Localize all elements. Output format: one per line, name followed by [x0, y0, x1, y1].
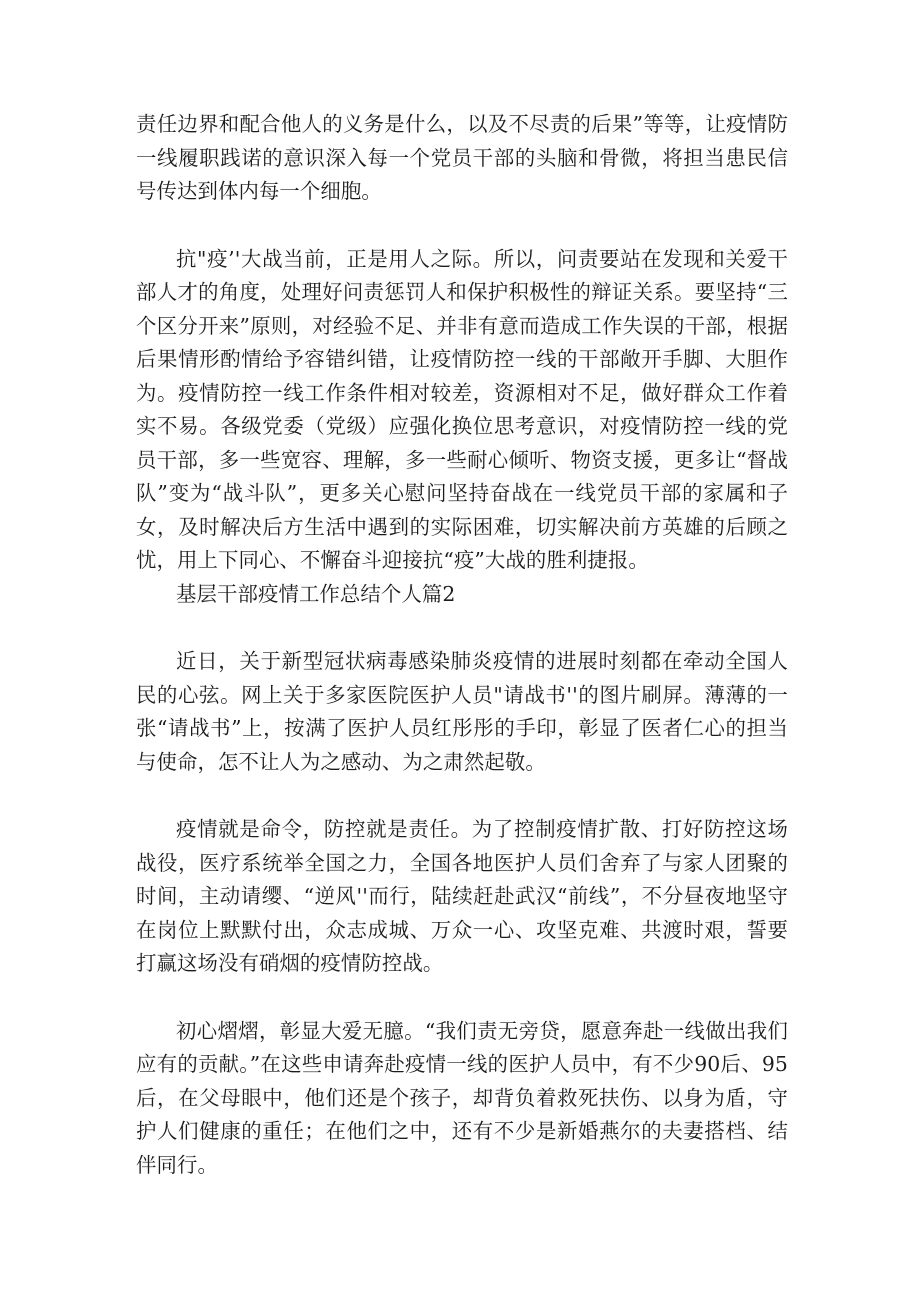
paragraph-continued: 责任边界和配合他人的义务是什么，以及不尽责的后果”等等，让疫情防一线履职践诺的意识深入每一个党员干部的头脑和骨微，将担当患民信号传达到体内每一个细胞。: [136, 112, 788, 203]
document-body: [136, 108, 788, 1216]
section-heading: 基层干部疫情工作总结个人篇2: [176, 581, 456, 606]
paragraph-original-intention: 初心熠熠，彰显大爱无臆。“我们责无旁贷，愿意奔赴一线做出我们应有的贡献。”在这些申请奔赴疫情一线的医护人员中，有不少90后、95后，在父母眼中，他们还是个孩子，却背负着救死扶伤、以身为盾，守护人们健康的重任；在他们之中，还有不少是新婚燕尔的夫妻搭档、结伴同行。: [136, 1018, 788, 1177]
paragraph-recent-news: 近日，关于新型冠状病毒感染肺炎疫情的进展时刻都在牵动全国人民的心弦。网上关于多家医院医护人员"请战书''的图片刷屏。薄薄的一张“请战书”上，按满了医护人员红彤彤的手印，彰显了医者仁心的担当与使命，怎不让人为之感动、为之肃然起敬。: [136, 649, 788, 774]
paragraph-anti-epidemic: 抗"疫’'大战当前，正是用人之际。所以，问责要站在发现和关爱干部人才的角度，处理好问责惩罚人和保护积极性的辩证关系。要坚持“三个区分开来”原则，对经验不足、并非有意而造成工作失误的干部，根据后果情形酌情给予容错纠错，让疫情防控一线的干部敞开手脚、大胆作为。疫情防控一线工作条件相对较差，资源相对不足，做好群众工作着实不易。各级党委（党级）应强化换位思考意识，对疫情防控一线的党员干部，多一些宽容、理解，多一些耐心倾听、物资支援，更多让“督战队”变为“战斗队”，更多关心慰问坚持奋战在一线党员干部的家属和子女，及时解决后方生活中遇到的实际困难，切实解决前方英雄的后顾之忧，用上下同心、不懈奋斗迎接抗“疫”大战的胜利捷报。: [136, 246, 788, 572]
paragraph-epidemic-command: 疫情就是命令，防控就是责任。为了控制疫情扩散、打好防控这场战役，医疗系统举全国之力，全国各地医护人员们舍弃了与家人团聚的时间，主动请缨、“逆风''而行，陆续赶赴武汉“前线”，不分昼夜地坚守在岗位上默默付出，众志成城、万众一心、攻坚克难、共渡时艰，誓要打赢这场没有硝烟的疫情防控战。: [136, 817, 788, 975]
